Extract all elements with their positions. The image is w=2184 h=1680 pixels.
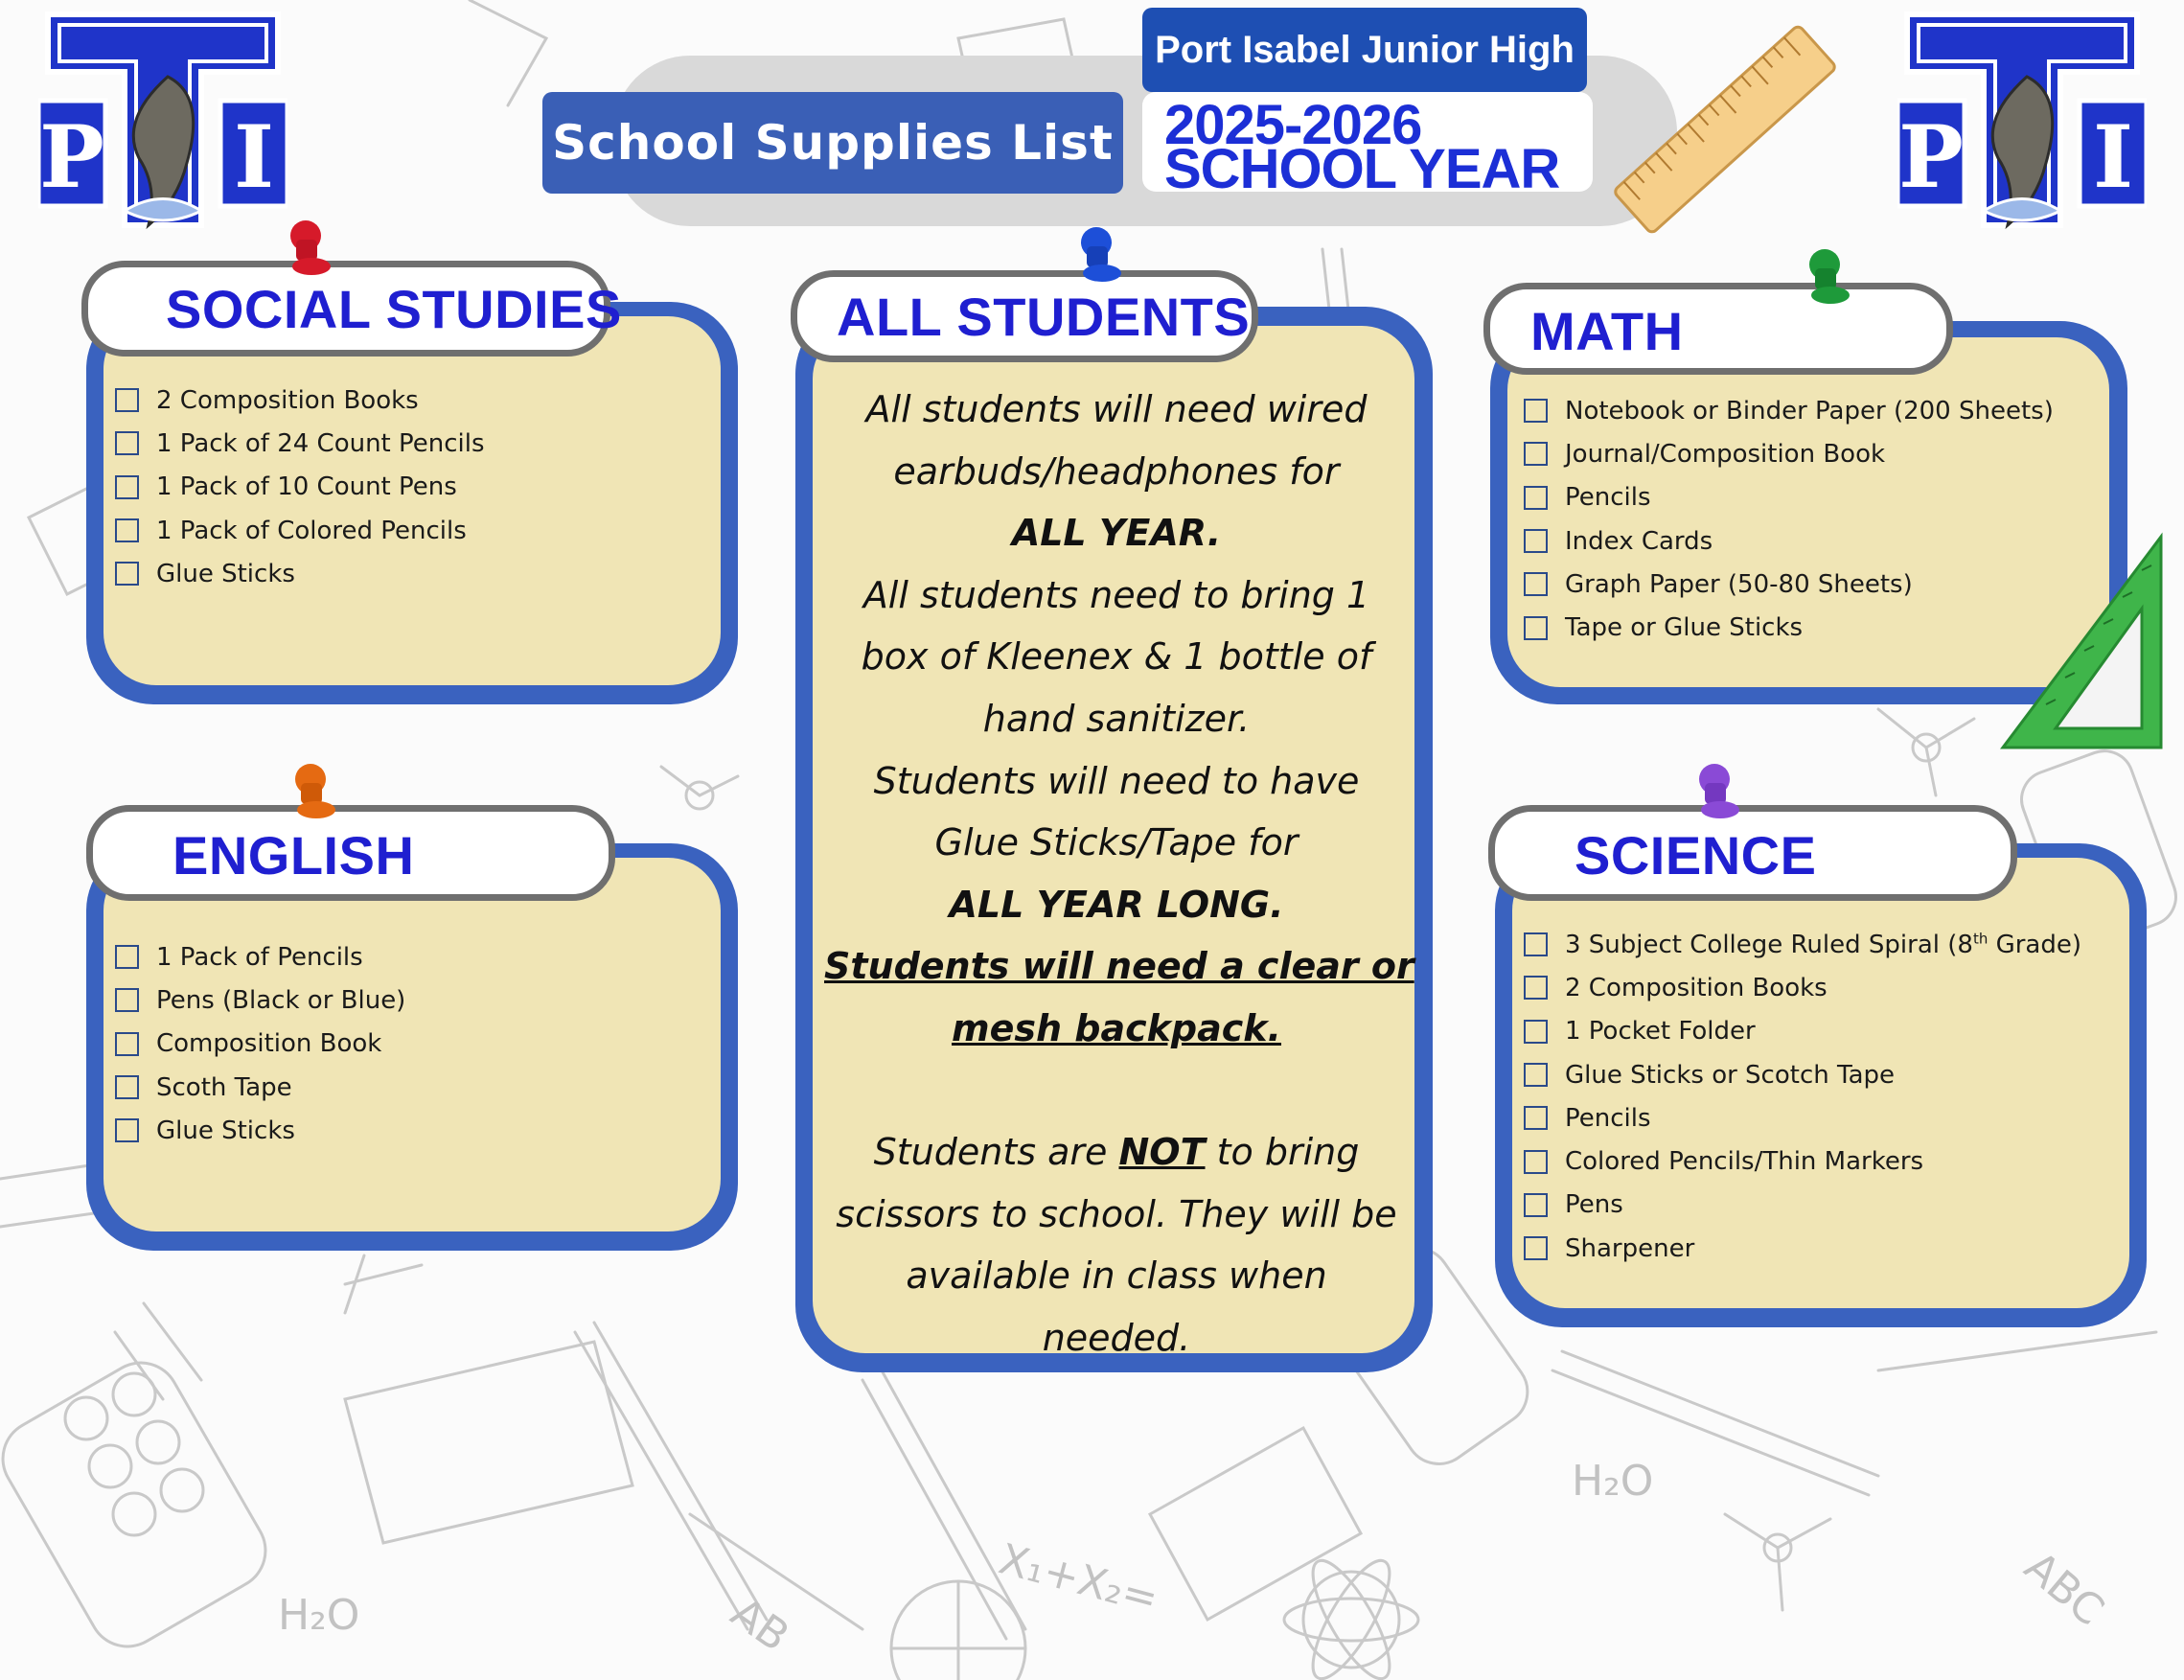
list-item[interactable]: Glue Sticks or Scotch Tape — [1524, 1053, 2081, 1096]
list-item[interactable]: Graph Paper (50-80 Sheets) — [1524, 563, 2054, 606]
checkbox[interactable] — [1524, 976, 1548, 1000]
checkbox[interactable] — [115, 475, 139, 499]
social-studies-heading: SOCIAL STUDIES — [166, 279, 622, 339]
checkbox[interactable] — [115, 945, 139, 969]
notice-line: All students need to bring 1 — [862, 573, 1370, 616]
english-heading: ENGLISH — [172, 825, 415, 886]
list-item[interactable]: Pens — [1524, 1184, 2081, 1227]
list-item[interactable]: 3 Subject College Ruled Spiral (8th Grade) — [1524, 923, 2081, 966]
checkbox[interactable] — [1524, 572, 1548, 596]
doodle-ab: AB — [722, 1588, 798, 1662]
not-emphasis: NOT — [1118, 1131, 1206, 1174]
doodle-h2o: H₂O — [278, 1591, 360, 1640]
list-item[interactable]: Sharpener — [1524, 1227, 2081, 1270]
list-item[interactable]: 1 Pack of Pencils — [115, 935, 405, 978]
list-item[interactable]: Pens (Black or Blue) — [115, 978, 405, 1022]
list-item[interactable]: 1 Pack of 24 Count Pencils — [115, 422, 485, 465]
notice-line-emphasis: ALL YEAR LONG. — [949, 883, 1284, 926]
checkbox[interactable] — [1524, 529, 1548, 553]
checkbox[interactable] — [115, 562, 139, 586]
orange-pushpin-icon — [278, 762, 355, 829]
red-pushpin-icon — [273, 219, 350, 286]
checkbox[interactable] — [1524, 1150, 1548, 1174]
list-item[interactable]: Pencils — [1524, 476, 2054, 519]
list-item[interactable]: 2 Composition Books — [1524, 966, 2081, 1009]
school-logo-right — [1897, 10, 2147, 235]
green-pushpin-icon — [1792, 247, 1869, 314]
logo-letter-p: P — [1898, 106, 1964, 208]
list-item[interactable]: Journal/Composition Book — [1524, 432, 2054, 475]
notice-line: Glue Sticks/Tape for — [934, 821, 1299, 864]
notice-line: scissors to school. They will be — [836, 1192, 1397, 1235]
checkbox[interactable] — [1524, 1063, 1548, 1087]
checkbox[interactable] — [1524, 1193, 1548, 1217]
checkbox[interactable] — [115, 1118, 139, 1142]
doodle-formula: X₁+X₂= — [994, 1534, 1163, 1624]
logo-letter-i: I — [233, 106, 275, 208]
checkbox[interactable] — [1524, 399, 1548, 423]
math-heading: MATH — [1530, 301, 1684, 361]
list-item[interactable]: Tape or Glue Sticks — [1524, 606, 2054, 649]
list-item[interactable]: 1 Pack of Colored Pencils — [115, 509, 485, 552]
all-students-notice — [824, 379, 1414, 1369]
math-list — [1524, 389, 2054, 650]
school-name: Port Isabel Junior High — [1142, 8, 1587, 92]
notice-line: hand sanitizer. — [982, 697, 1251, 740]
checkbox[interactable] — [115, 1075, 139, 1099]
science-list — [1524, 923, 2081, 1270]
set-square-icon — [1998, 532, 2166, 752]
doodle-h2o-2: H₂O — [1572, 1457, 1654, 1506]
checkbox[interactable] — [1524, 932, 1548, 956]
backpack-requirement: Students will need a clear or — [824, 945, 1414, 988]
doodle-abc: ABC — [2014, 1542, 2113, 1636]
blue-pushpin-icon — [1064, 225, 1140, 292]
list-item[interactable]: Colored Pencils/Thin Markers — [1524, 1139, 2081, 1183]
list-item[interactable]: 2 Composition Books — [115, 379, 485, 422]
purple-pushpin-icon — [1682, 762, 1759, 829]
notice-line: needed. — [1042, 1316, 1191, 1359]
checkbox[interactable] — [115, 431, 139, 455]
school-logo-left — [38, 10, 287, 235]
all-students-heading: ALL STUDENTS — [837, 287, 1251, 347]
notice-line: box of Kleenex & 1 bottle of — [861, 635, 1372, 679]
checkbox[interactable] — [1524, 486, 1548, 510]
notice-line-emphasis: ALL YEAR. — [1011, 512, 1222, 555]
list-item[interactable]: Notebook or Binder Paper (200 Sheets) — [1524, 389, 2054, 432]
checkbox[interactable] — [1524, 1236, 1548, 1260]
checkbox[interactable] — [1524, 1106, 1548, 1130]
spacer — [824, 1060, 1409, 1122]
checkbox[interactable] — [115, 1032, 139, 1056]
backpack-requirement: mesh backpack. — [952, 1006, 1281, 1049]
list-item[interactable]: 1 Pack of 10 Count Pens — [115, 466, 485, 509]
checkbox[interactable] — [1524, 442, 1548, 466]
notice-line: available in class when — [906, 1254, 1327, 1298]
notice-line: earbuds/headphones for — [893, 449, 1340, 493]
english-list — [115, 935, 405, 1152]
logo-letter-p: P — [39, 106, 104, 208]
notice-line: Students are NOT to bring — [873, 1131, 1360, 1174]
checkbox[interactable] — [115, 988, 139, 1012]
checkbox[interactable] — [115, 388, 139, 412]
school-year-range: 2025-2026 — [1164, 94, 1422, 156]
checkbox[interactable] — [1524, 616, 1548, 640]
school-year-label: SCHOOL YEAR — [1164, 138, 1560, 200]
checkbox[interactable] — [115, 518, 139, 542]
list-item[interactable]: 1 Pocket Folder — [1524, 1010, 2081, 1053]
list-item[interactable]: Scoth Tape — [115, 1066, 405, 1109]
list-item[interactable]: Glue Sticks — [115, 1109, 405, 1152]
social-studies-list — [115, 379, 485, 595]
notice-line: Students will need to have — [873, 759, 1360, 802]
list-item[interactable]: Pencils — [1524, 1096, 2081, 1139]
list-item[interactable]: Composition Book — [115, 1023, 405, 1066]
ruler-icon — [1610, 19, 1840, 240]
science-heading: SCIENCE — [1575, 825, 1817, 886]
notice-line: All students will need wired — [865, 388, 1368, 430]
checkbox[interactable] — [1524, 1020, 1548, 1044]
list-item[interactable]: Index Cards — [1524, 519, 2054, 563]
list-item[interactable]: Glue Sticks — [115, 552, 485, 595]
logo-letter-i: I — [2092, 106, 2134, 208]
page-title: School Supplies List — [542, 92, 1123, 194]
